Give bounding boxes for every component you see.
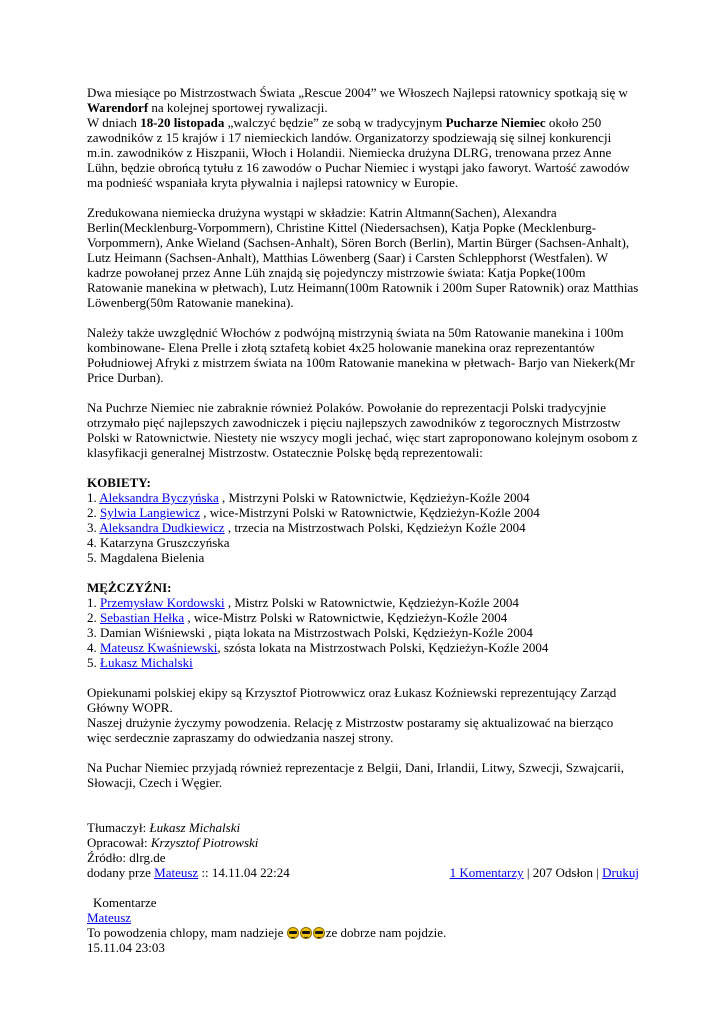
translator-line: [87, 820, 639, 835]
intro-city: Warendorf: [87, 100, 149, 115]
article-paragraph-german-team: Zredukowana niemiecka drużyna wystąpi w składzie: Katrin Altmann(Sachen), Alexandra Berlin(Mecklenburg-Vorpommern), Christine Kittel (Niedersachsen), Katja Popke (Mecklenburg-Vorpommern), Anke Wieland (Sachsen-Anhalt), Sören Borch (Berlin), Martin Bürger (Sachsen-Anhalt), Lutz Heimann (Sachsen-Anhalt), Matthias Löwenberg (Saar) i Carsten Schlepphorst (Westfalen). W kadrze powołanej przez Anne Lüh znajdą się pojedynczy mistrzowie świata: Katja Popke(100m Ratowanie manekina w płetwach), Lutz Heimann(100m Ratownik i 200m Super Ratownik) oraz Matthias Löwenberg(50m Ratowanie manekina).: [87, 205, 639, 310]
athlete-link[interactable]: Aleksandra Byczyńska: [99, 490, 219, 505]
men-list-item: [87, 610, 639, 625]
athlete-desc: , wice-Mistrzyni Polski w Ratownictwie, Kędzieżyn-Koźle 2004: [200, 505, 540, 520]
athlete-name: Damian Wiśniewski: [100, 625, 206, 640]
cup-name: Pucharze Niemiec: [445, 115, 546, 130]
comment-text-end: ze dobrze nam pojdzie.: [325, 925, 447, 940]
athlete-name: Magdalena Bielenia: [100, 550, 205, 565]
article-stats: [450, 865, 639, 880]
athlete-link[interactable]: Przemysław Kordowski: [100, 595, 225, 610]
women-list-item: [87, 490, 639, 505]
list-number: 5.: [87, 550, 100, 565]
women-list-item: [87, 550, 639, 565]
views-count: | 207 Odsłon |: [523, 865, 603, 880]
cool-emoji-icon: [300, 927, 312, 939]
article-paragraph-poland: Na Puchrze Niemiec nie zabraknie również Polaków. Powołanie do reprezentacji Polski tradycyjnie otrzymało pięć najlepszych zawodniczek i pięciu najlepszych zawodników z tegorocznych Mistrzostw Polski w Ratownictwie. Niestety nie wszycy mogli jechać, więc start zaproponowano kolejnym osobom z klasyfikacji generalnej Mistrzostw. Ostatecznie Polskę będą reprezentowali:: [87, 400, 638, 460]
men-list-item: [87, 640, 639, 655]
list-number: 1.: [87, 595, 100, 610]
athlete-name: Katarzyna Gruszczyńska: [100, 535, 230, 550]
dates-text: W dniach: [87, 115, 141, 130]
cool-emoji-icon: [287, 927, 299, 939]
print-link[interactable]: Drukuj: [602, 865, 639, 880]
article-meta-row: [87, 865, 639, 880]
women-list: [87, 490, 639, 565]
comment-text-start: To powodzenia chlopy, mam nadzieje: [87, 925, 287, 940]
comments-title: Komentarze: [93, 895, 157, 910]
editor-name: Krzysztof Piotrowski: [150, 835, 259, 850]
athlete-link[interactable]: Sylwia Langiewicz: [100, 505, 200, 520]
intro-text: Dwa miesiące po Mistrzostwach Świata „Rescue 2004” we Włoszech Najlepsi ratownicy spotkają się w: [87, 85, 628, 100]
women-list-item: [87, 535, 639, 550]
intro-text-end: na kolejnej sportowej rywalizacji.: [148, 100, 328, 115]
source-line: Źródło: dlrg.de: [87, 850, 166, 865]
athlete-link[interactable]: Sebastian Hełka: [100, 610, 185, 625]
comment-date: 15.11.04 23:03: [87, 940, 165, 955]
translator-name: Łukasz Michalski: [149, 820, 241, 835]
author-link[interactable]: Mateusz: [154, 865, 199, 880]
article-page: [87, 85, 639, 955]
added-date: :: 14.11.04 22:24: [198, 865, 290, 880]
editor-label: Opracował:: [87, 835, 151, 850]
article-paragraph-dates: [87, 115, 639, 190]
list-number: 3.: [87, 625, 100, 640]
added-by-line: [87, 865, 290, 880]
list-number: 2.: [87, 505, 100, 520]
men-heading: MĘŻCZYŹNI:: [87, 580, 172, 595]
athlete-desc: , wice-Mistrz Polski w Ratownictwie, Kędzieżyn-Koźle 2004: [184, 610, 508, 625]
women-heading: KOBIETY:: [87, 475, 151, 490]
added-by-label: dodany prze: [87, 865, 155, 880]
athlete-link[interactable]: Mateusz Kwaśniewski: [100, 640, 218, 655]
athlete-desc: , Mistrzyni Polski w Ratownictwie, Kędzieżyn-Koźle 2004: [218, 490, 530, 505]
article-paragraph-italy-sa: Należy także uwzględnić Włochów z podwójną mistrzynią świata na 50m Ratowanie manekina i 100m kombinowane- Elena Prelle i złotą sztafetą kobiet 4x25 holowanie manekina oraz reprezentantów Południowej Afryki z mistrzem świata na 100m Ratowanie manekina w płetwach- Barjo van Niekerk(Mr Price Durban).: [87, 325, 635, 385]
dates-bold: 18-20 listopada: [140, 115, 225, 130]
editor-line: [87, 835, 639, 850]
list-number: 1.: [87, 490, 100, 505]
article-paragraph-intro: [87, 85, 639, 115]
list-number: 4.: [87, 535, 100, 550]
athlete-desc: , Mistrz Polski w Ratownictwie, Kędzieżyn-Koźle 2004: [224, 595, 519, 610]
athlete-desc: , piąta lokata na Mistrzostwach Polski, Kędzieżyn-Koźle 2004: [205, 625, 533, 640]
dates-text-2: „walczyć będzie” ze sobą w tradycyjnym: [224, 115, 446, 130]
athlete-desc: , szósta lokata na Mistrzostwach Polski, Kędzieżyn-Koźle 2004: [217, 640, 549, 655]
women-list-item: [87, 505, 639, 520]
list-number: 4.: [87, 640, 100, 655]
article-paragraph-staff: Opiekunami polskiej ekipy są Krzysztof Piotrowwicz oraz Łukasz Koźniewski reprezentujący Zarząd Główny WOPR.: [87, 685, 617, 715]
cool-emoji-icon: [313, 927, 325, 939]
dates-text-3: około 250 zawodników z 15 krajów i 17 niemieckich landów. Organizatorzy spodziewają się silnej konkurencji m.in. zawodników z Hiszpanii, Włoch i Holandii. Niemiecka drużyna DLRG, trenowana przez Anne Lühn, będzie obrońcą tytułu z 16 zawodów o Puchar Niemiec i wystąpi jako faworyt. Wartość zawodów ma podnieść wspaniała kryta pływalnia i najlepsi ratownicy w Europie.: [87, 115, 630, 190]
comments-count-link[interactable]: 1 Komentarzy: [449, 865, 524, 880]
article-paragraph-wishes: Naszej drużynie życzymy powodzenia. Relację z Mistrzostw postaramy się aktualizować na bierząco więc serdecznie zapraszamy do odwiedzania naszej strony.: [87, 715, 614, 745]
list-number: 5.: [87, 655, 100, 670]
list-number: 3.: [87, 520, 100, 535]
article-paragraph-other-teams: Na Puchar Niemiec przyjadą również reprezentacje z Belgii, Dani, Irlandii, Litwy, Szwecji, Szwajcarii, Słowacji, Czech i Węgier.: [87, 760, 624, 790]
men-list-item: [87, 625, 639, 640]
men-list-item: [87, 655, 639, 670]
athlete-desc: , trzecia na Mistrzostwach Polski, Kędzieżyn Koźle 2004: [224, 520, 526, 535]
comments-list: [87, 910, 639, 955]
comment: [87, 910, 639, 955]
comment-author-link[interactable]: Mateusz: [87, 910, 132, 925]
list-number: 2.: [87, 610, 100, 625]
comment-text: [87, 925, 639, 940]
athlete-link[interactable]: Aleksandra Dudkiewicz: [99, 520, 225, 535]
women-list-item: [87, 520, 639, 535]
athlete-link[interactable]: Łukasz Michalski: [100, 655, 193, 670]
translator-label: Tłumaczył:: [87, 820, 150, 835]
comment-author: [87, 910, 639, 925]
men-list-item: [87, 595, 639, 610]
men-list: [87, 595, 639, 670]
